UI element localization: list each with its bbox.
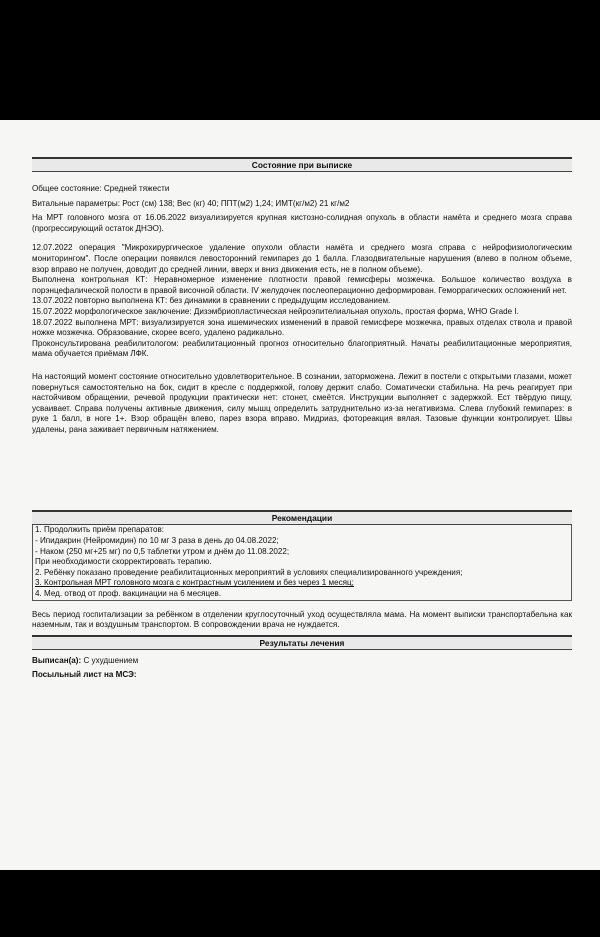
- history-line: 13.07.2022 повторно выполнена КТ: без динамики в сравнении с предыдущим исследованием.: [32, 296, 391, 306]
- current-state-paragraph: На настоящий момент состояние относительно удовлетворительное. В сознании, заторможена. Лежит в постели с открытыми глазами, может повернуться самостоятельно на бок, сидит в кресле с поддержкой, голову держит слабо. Соматически стабильна. На речь реагирует при настойчивом обращении, речевой продукции практически нет: стонет, смеётся. Инструкции выполняет с задержкой. Ест твёрдую пищу, усваивает. Справа получены активные движения, силу мышц определить затруднительно из-за негативизма. Слева глубокий гемипарез: в руке 1 балл, в ноге 1+. Взор обращён влево, парез взора вправо. Мидриаз, фотореакция вялая. Тазовые функции контролирует. Швы удалены, рана заживает первичным натяжением.: [32, 371, 572, 434]
- recommendations-list: [32, 525, 572, 600]
- recommendation-item: 2. Ребёнку показано проведение реабилитационных мероприятий в условиях специализированного учреждения;: [35, 567, 463, 577]
- results-section-title: Результаты лечения: [32, 635, 572, 650]
- discharged-value: С ухудшением: [83, 655, 139, 665]
- history-line: Проконсультирована реабилитологом: реабилитационный прогноз относительно благоприятный. Начаты реабилитационные мероприятия, мама обучается приёмам ЛФК.: [32, 338, 572, 359]
- recommendation-item: 1. Продолжить приём препаратов:: [35, 525, 164, 535]
- recommendations-section-title: Рекомендации: [32, 510, 572, 525]
- recommendation-item: 3. Контрольная МРТ головного мозга с контрастным усилением и без через 1 месяц;: [35, 578, 354, 588]
- recommendation-item: 4. Мед. отвод от проф. вакцинации на 6 месяцев.: [35, 589, 222, 599]
- recommendation-item: При необходимости скорректировать терапию.: [35, 557, 212, 567]
- mse-label: Посыльный лист на МСЭ:: [32, 670, 137, 680]
- recommendation-item: - Наком (250 мг+25 мг) по 0,5 таблетки утром и днём до 11.08.2022;: [35, 546, 290, 556]
- discharged-label: Выписан(а):: [32, 655, 82, 665]
- history-line: Выполнена контрольная КТ: Неравномерное изменение плотности правой гемисферы мозжечка. Большое количество воздуха в порэнцефалической полости в правой височной области. IV желудочек послеоперационно деформирован. Геморрагических осложнений нет.: [32, 275, 572, 295]
- history-line: 15.07.2022 морфологическое заключение: Дизэмбриопластическая нейроэпителиальная опухоль, простая форма, WHO Grade I.: [32, 306, 519, 316]
- document-content: [32, 157, 572, 681]
- recommendation-item: - Ипидакрин (Нейромидин) по 10 мг 3 раза в день до 04.08.2022;: [35, 536, 279, 546]
- care-note: Весь период госпитализации за ребёнком в отделении круглосуточный уход осуществляла мама. На момент выписки транспортабельна как наземным, так и воздушным транспортом. В сопровождении врача не нуждается.: [32, 609, 572, 630]
- history-block: [32, 243, 572, 360]
- document-page: [0, 120, 600, 870]
- mri-paragraph: На МРТ головного мозга от 16.06.2022 визуализируется крупная кистозно-солидная опухоль в области намёта и среднего мозга справа (прогрессирующий остаток ДНЭО).: [32, 213, 572, 233]
- blank-space: [32, 435, 572, 510]
- history-line: 12.07.2022 операция "Микрохирургическое удаление опухоли области намёта и среднего мозга справа с нейрофизиологическим мониторингом". После операции появился левосторонний гемипарез до 1 балла. Глазодвигательные нарушения (влево в полном объеме, взор вправо не получен, доводит до средней линии, вверх и вниз движения есть, не в полном объеме).: [32, 243, 572, 274]
- history-line: 18.07.2022 выполнена МРТ: визуализируется зона ишемических изменений в правой гемисфере мозжечка, правых отделах ствола и правой ножке мозжечка. Образование, скорее всего, удалено радикально.: [32, 317, 572, 338]
- discharge-section-title: Состояние при выписке: [32, 157, 572, 172]
- general-condition: Общее состояние: Средней тяжести: [32, 184, 170, 193]
- vitals: Витальные параметры: Рост (см) 138; Вес (кг) 40; ППТ(м2) 1,24; ИМТ(кг/м2) 21 кг/м2: [32, 198, 350, 208]
- discharged-line: [32, 656, 572, 667]
